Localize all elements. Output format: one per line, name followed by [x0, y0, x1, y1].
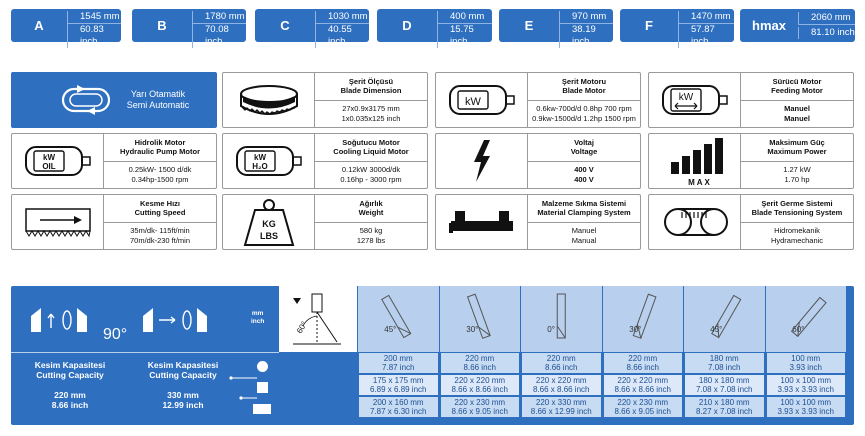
weight-lbs-text: LBS — [259, 231, 278, 241]
feeding-motor-card — [648, 72, 854, 128]
angle-value: 30° — [628, 325, 641, 334]
capacity-cell-square — [358, 374, 439, 396]
capacity-inch: 8.66 x 9.05 inch — [451, 407, 508, 416]
dimension-mm: 2060 mm — [798, 12, 855, 25]
weight-icon-cell — [223, 195, 315, 249]
capacity-mm: 210 x 180 mm — [698, 398, 750, 407]
capacity-left-mm: 220 mm — [54, 390, 86, 400]
blade-tension-icon — [660, 204, 730, 240]
capacity-mm: 220 mm — [546, 354, 576, 363]
title-en: Blade Dimension — [340, 86, 402, 96]
card-title — [315, 195, 427, 223]
dimension-inch: 15.75 inch — [437, 24, 492, 48]
capacity-inch: 8.66 inch — [626, 363, 659, 372]
title-tr: Soğutucu Motor — [342, 138, 400, 148]
title-tr: Ağırlık — [359, 199, 383, 209]
dimension-box-d — [377, 9, 492, 47]
clamp-round-icon — [29, 306, 89, 334]
capacity-inch: 6.89 x 6.89 inch — [370, 385, 427, 394]
capacity-mm: 100 x 100 mm — [780, 376, 832, 385]
hydraulic-motor-card — [11, 133, 217, 189]
hyd-kw-text: kW — [42, 153, 55, 162]
value-2: Manuel — [784, 113, 810, 123]
capacity-inch: 7.87 x 6.30 inch — [370, 407, 427, 416]
dimension-mm: 1470 mm — [678, 11, 734, 24]
cutting-capacity-table — [11, 286, 854, 425]
value-1: 400 V — [574, 164, 594, 174]
card-values — [741, 223, 853, 250]
hydraulic-icon-cell — [12, 134, 104, 188]
title-en: Material Clamping System — [537, 208, 631, 218]
dimension-mm: 1030 mm — [315, 11, 369, 24]
capacity-left-block — [15, 360, 125, 410]
card-title — [741, 73, 853, 101]
capacity-mm: 220 x 220 mm — [617, 376, 669, 385]
capacity-inch: 7.87 inch — [382, 363, 415, 372]
cycle-arrows-icon — [57, 84, 115, 116]
capacity-cell-round — [358, 352, 439, 374]
value-2: Manual — [571, 235, 597, 245]
bandsaw-blade-icon — [237, 80, 301, 120]
angle-90-label: 90° — [103, 326, 128, 343]
capacity-inch: 7.08 x 7.08 inch — [696, 385, 753, 394]
capacity-mm: 220 x 220 mm — [535, 376, 587, 385]
title-en: Maximum Power — [767, 147, 827, 157]
tensioning-icon-cell — [649, 195, 741, 249]
title-en: Blade Tensioning System — [751, 208, 843, 218]
capacity-inch: 8.66 x 8.66 inch — [451, 385, 508, 394]
card-values — [528, 223, 640, 250]
title-tr: Şerit Ölçüsü — [348, 77, 394, 87]
capacity-cell-round — [521, 352, 602, 374]
motor-kw-text: kW — [464, 96, 481, 108]
dimension-mm: 400 mm — [437, 11, 492, 24]
blade-angle-icon — [766, 286, 847, 352]
clamp-long-icon — [141, 306, 209, 334]
max-power-icon-cell — [649, 134, 741, 188]
capacity-mm: 220 x 220 mm — [454, 376, 506, 385]
capacity-cell-square — [684, 374, 765, 396]
title-tr: Şerit Germe Sistemi — [761, 199, 833, 209]
card-title — [528, 195, 640, 223]
capacity-cell-round — [603, 352, 684, 374]
shape-markers — [221, 352, 281, 425]
capacity-mm: 200 x 160 mm — [372, 398, 424, 407]
blade-angle-icon — [603, 286, 684, 352]
dimension-key: E — [524, 18, 534, 33]
title-en: Feeding Motor — [771, 86, 823, 96]
blade-speed-icon — [22, 205, 94, 239]
capacity-inch: 8.66 x 8.66 inch — [614, 385, 671, 394]
capacity-cell-square — [603, 374, 684, 396]
blade-icon-cell — [223, 73, 315, 127]
swivel-angle-diagram — [279, 286, 357, 352]
capacity-mm: 180 x 180 mm — [698, 376, 750, 385]
units-mm: mm — [251, 310, 264, 317]
title-tr: Maksimum Güç — [769, 138, 825, 148]
dimension-inch: 60.83 inch — [67, 24, 121, 48]
semi-automatic-en: Semi Automatic — [126, 100, 190, 110]
title-en: Cutting Speed — [134, 208, 186, 218]
title-en: Blade Motor — [562, 86, 606, 96]
capacity-cell-rect — [440, 396, 521, 418]
dimension-key: C — [280, 18, 290, 33]
capacity-cell-rect — [684, 396, 765, 418]
capacity-mm: 100 x 100 mm — [780, 398, 832, 407]
card-title — [104, 134, 216, 162]
angle-value: 60° — [791, 325, 804, 334]
card-values — [741, 162, 853, 189]
card-values — [315, 162, 427, 189]
value-2: 70m/dk-230 ft/min — [129, 235, 191, 245]
value-2: 0.34hp-1500 rpm — [131, 174, 189, 184]
capacity-mm: 220 x 230 mm — [617, 398, 669, 407]
blade-motor-icon-cell — [436, 73, 528, 127]
cutting-speed-icon-cell — [12, 195, 104, 249]
capacity-right-inch: 12.99 inch — [162, 400, 204, 410]
card-values — [104, 223, 216, 250]
dimension-mm: 970 mm — [559, 11, 613, 24]
angle-value: 30° — [465, 325, 478, 334]
max-text: MAX — [687, 178, 712, 186]
feed-kw-text: kW — [678, 92, 693, 103]
weight-icon — [241, 197, 297, 247]
title-tr: Voltaj — [574, 138, 594, 148]
card-values — [104, 162, 216, 189]
dimension-inch: 38.19 inch — [559, 24, 613, 48]
units-inch: inch — [251, 318, 265, 325]
dimension-box-a — [11, 9, 121, 47]
max-power-card — [648, 133, 854, 189]
capacity-inch: 3.93 inch — [789, 363, 822, 372]
capacity-inch: 3.93 x 3.93 inch — [777, 407, 834, 416]
title-en: Cooling Liquid Motor — [333, 147, 409, 157]
capacity-cell-round — [684, 352, 765, 374]
capacity-left-en: Cutting Capacity — [36, 370, 104, 380]
value-2: 400 V — [574, 174, 594, 184]
tensioning-card — [648, 194, 854, 250]
card-title — [315, 73, 427, 101]
blade-dimension-card — [222, 72, 428, 128]
value-1: 27x0.9x3175 mm — [342, 103, 400, 113]
dimension-key: B — [157, 18, 167, 33]
round-shape-icon — [257, 361, 268, 372]
feeding-motor-icon-cell — [649, 73, 741, 127]
semi-automatic-tr: Yarı Otamatik — [130, 89, 186, 99]
clamping-icon-cell — [436, 195, 528, 249]
vise-icon — [447, 207, 517, 237]
value-2: Hydramechanic — [770, 235, 824, 245]
capacity-left-inch: 8.66 inch — [51, 400, 89, 410]
rect-shape-icon — [253, 404, 271, 414]
capacity-inch: 8.66 x 8.66 inch — [533, 385, 590, 394]
blade-angle-icon — [684, 286, 765, 352]
capacity-mm: 175 x 175 mm — [372, 376, 424, 385]
capacity-mm: 220 mm — [628, 354, 658, 363]
capacity-cell-square — [766, 374, 847, 396]
value-1: 1.27 kW — [783, 164, 811, 174]
capacity-inch: 8.66 x 9.05 inch — [614, 407, 671, 416]
title-tr: Hidrolik Motor — [134, 138, 186, 148]
card-title — [528, 134, 640, 162]
voltage-card — [435, 133, 641, 189]
value-2: 0.9kw-1500d/d 1.2hp 1500 rpm — [532, 113, 636, 123]
value-1: 0.25kW- 1500 d/dk — [128, 164, 192, 174]
dimension-inch: 81.10 inch — [798, 27, 855, 39]
capacity-mm: 180 mm — [709, 354, 739, 363]
card-title — [104, 195, 216, 223]
card-title — [528, 73, 640, 101]
capacity-mm: 220 x 230 mm — [454, 398, 506, 407]
motor-icon — [446, 82, 518, 118]
card-values — [315, 101, 427, 128]
dimension-inch: 57.87 inch — [678, 24, 734, 48]
title-tr: Sürücü Motor — [772, 77, 822, 87]
dimension-inch: 40.55 inch — [315, 24, 369, 48]
card-title — [741, 134, 853, 162]
blade-angle-icon — [358, 286, 439, 352]
capacity-mm: 100 mm — [791, 354, 821, 363]
card-values — [528, 162, 640, 189]
capacity-mm: 200 mm — [383, 354, 413, 363]
title-en: Weight — [358, 208, 384, 218]
angle-value: 0° — [547, 325, 555, 334]
title-en: Voltage — [570, 147, 598, 157]
dimension-inch: 70.08 inch — [192, 24, 246, 48]
capacity-cell-round — [766, 352, 847, 374]
capacity-right-en: Cutting Capacity — [149, 370, 217, 380]
value-1: Manuel — [571, 225, 597, 235]
capacity-cell-rect — [521, 396, 602, 418]
value-2: 1.70 hp — [784, 174, 810, 184]
capacity-right-tr: Kesim Kapasitesi — [147, 360, 219, 370]
capacity-inch: 8.66 inch — [545, 363, 578, 372]
capacity-inch: 3.93 x 3.93 inch — [777, 385, 834, 394]
cool-h2o-text: H₂O — [251, 162, 268, 171]
dimension-box-e — [499, 9, 613, 47]
lightning-bolt-icon — [470, 140, 494, 182]
angle-value: 45° — [710, 325, 723, 334]
dimension-box-f — [620, 9, 734, 47]
title-en: Hydraulic Pump Motor — [119, 147, 200, 157]
value-1: Hidromekanik — [774, 225, 820, 235]
blade-motor-card — [435, 72, 641, 128]
diagram-angle-text: 60° — [294, 320, 309, 335]
capacity-cell-square — [440, 374, 521, 396]
weight-kg-text: KG — [261, 219, 276, 229]
clamping-card — [435, 194, 641, 250]
capacity-inch: 8.27 x 7.08 inch — [696, 407, 753, 416]
dimension-key: D — [402, 18, 412, 33]
dimension-mm: 1545 mm — [67, 11, 121, 24]
capacity-inch: 7.08 inch — [708, 363, 741, 372]
value-1: 580 kg — [359, 225, 383, 235]
capacity-cell-rect — [358, 396, 439, 418]
capacity-right-mm: 330 mm — [167, 390, 199, 400]
feed-motor-icon — [659, 82, 731, 118]
title-tr: Şerit Motoru — [561, 77, 607, 87]
capacity-cell-rect — [603, 396, 684, 418]
value-2: 1x0.035x125 inch — [341, 113, 401, 123]
dimension-box-hmax — [740, 9, 855, 42]
title-tr: Malzeme Sıkma Sistemi — [541, 199, 627, 209]
capacity-cell-round — [440, 352, 521, 374]
capacity-mm: 220 x 330 mm — [535, 398, 587, 407]
card-values — [315, 223, 427, 250]
capacity-inch: 8.66 x 12.99 inch — [530, 407, 592, 416]
title-tr: Kesme Hızı — [139, 199, 181, 209]
card-title — [741, 195, 853, 223]
square-shape-icon — [257, 382, 268, 393]
blade-angle-icon — [521, 286, 602, 352]
dimension-key: A — [34, 18, 44, 33]
hyd-oil-text: OIL — [41, 162, 56, 171]
cooling-icon-cell — [223, 134, 315, 188]
semi-automatic-panel — [11, 72, 217, 128]
card-values — [528, 101, 640, 128]
card-title — [315, 134, 427, 162]
weight-card — [222, 194, 428, 250]
cutting-speed-card — [11, 194, 217, 250]
blade-angle-icon — [440, 286, 521, 352]
dimension-mm: 1780 mm — [192, 11, 246, 24]
cool-kw-text: kW — [253, 153, 266, 162]
dimension-key: hmax — [752, 18, 786, 33]
card-values — [741, 101, 853, 128]
semi-automatic-label — [123, 89, 193, 111]
cooling-motor-card — [222, 133, 428, 189]
value-1: Manuel — [784, 103, 810, 113]
capacity-cell-rect — [766, 396, 847, 418]
angle-value: 45° — [384, 325, 397, 334]
value-1: 0.6kw-700d/d 0.8hp 700 rpm — [536, 103, 632, 113]
capacity-left-tr: Kesim Kapasitesi — [34, 360, 106, 370]
dimension-box-c — [255, 9, 369, 47]
voltage-icon-cell — [436, 134, 528, 188]
value-1: 0.12kW 3000d/dk — [341, 164, 401, 174]
capacity-mm: 220 mm — [465, 354, 495, 363]
value-2: 0.16hp - 3000 rpm — [340, 174, 402, 184]
dimension-key: F — [645, 18, 653, 33]
capacity-inch: 8.66 inch — [463, 363, 496, 372]
capacity-cell-square — [521, 374, 602, 396]
value-1: 35m/dk- 115ft/min — [130, 225, 190, 235]
units-label — [251, 310, 264, 326]
dimension-box-b — [132, 9, 246, 47]
cooling-motor-icon — [233, 143, 305, 179]
value-2: 1278 lbs — [356, 235, 386, 245]
hydraulic-motor-icon — [22, 143, 94, 179]
power-bars-icon — [660, 136, 730, 186]
